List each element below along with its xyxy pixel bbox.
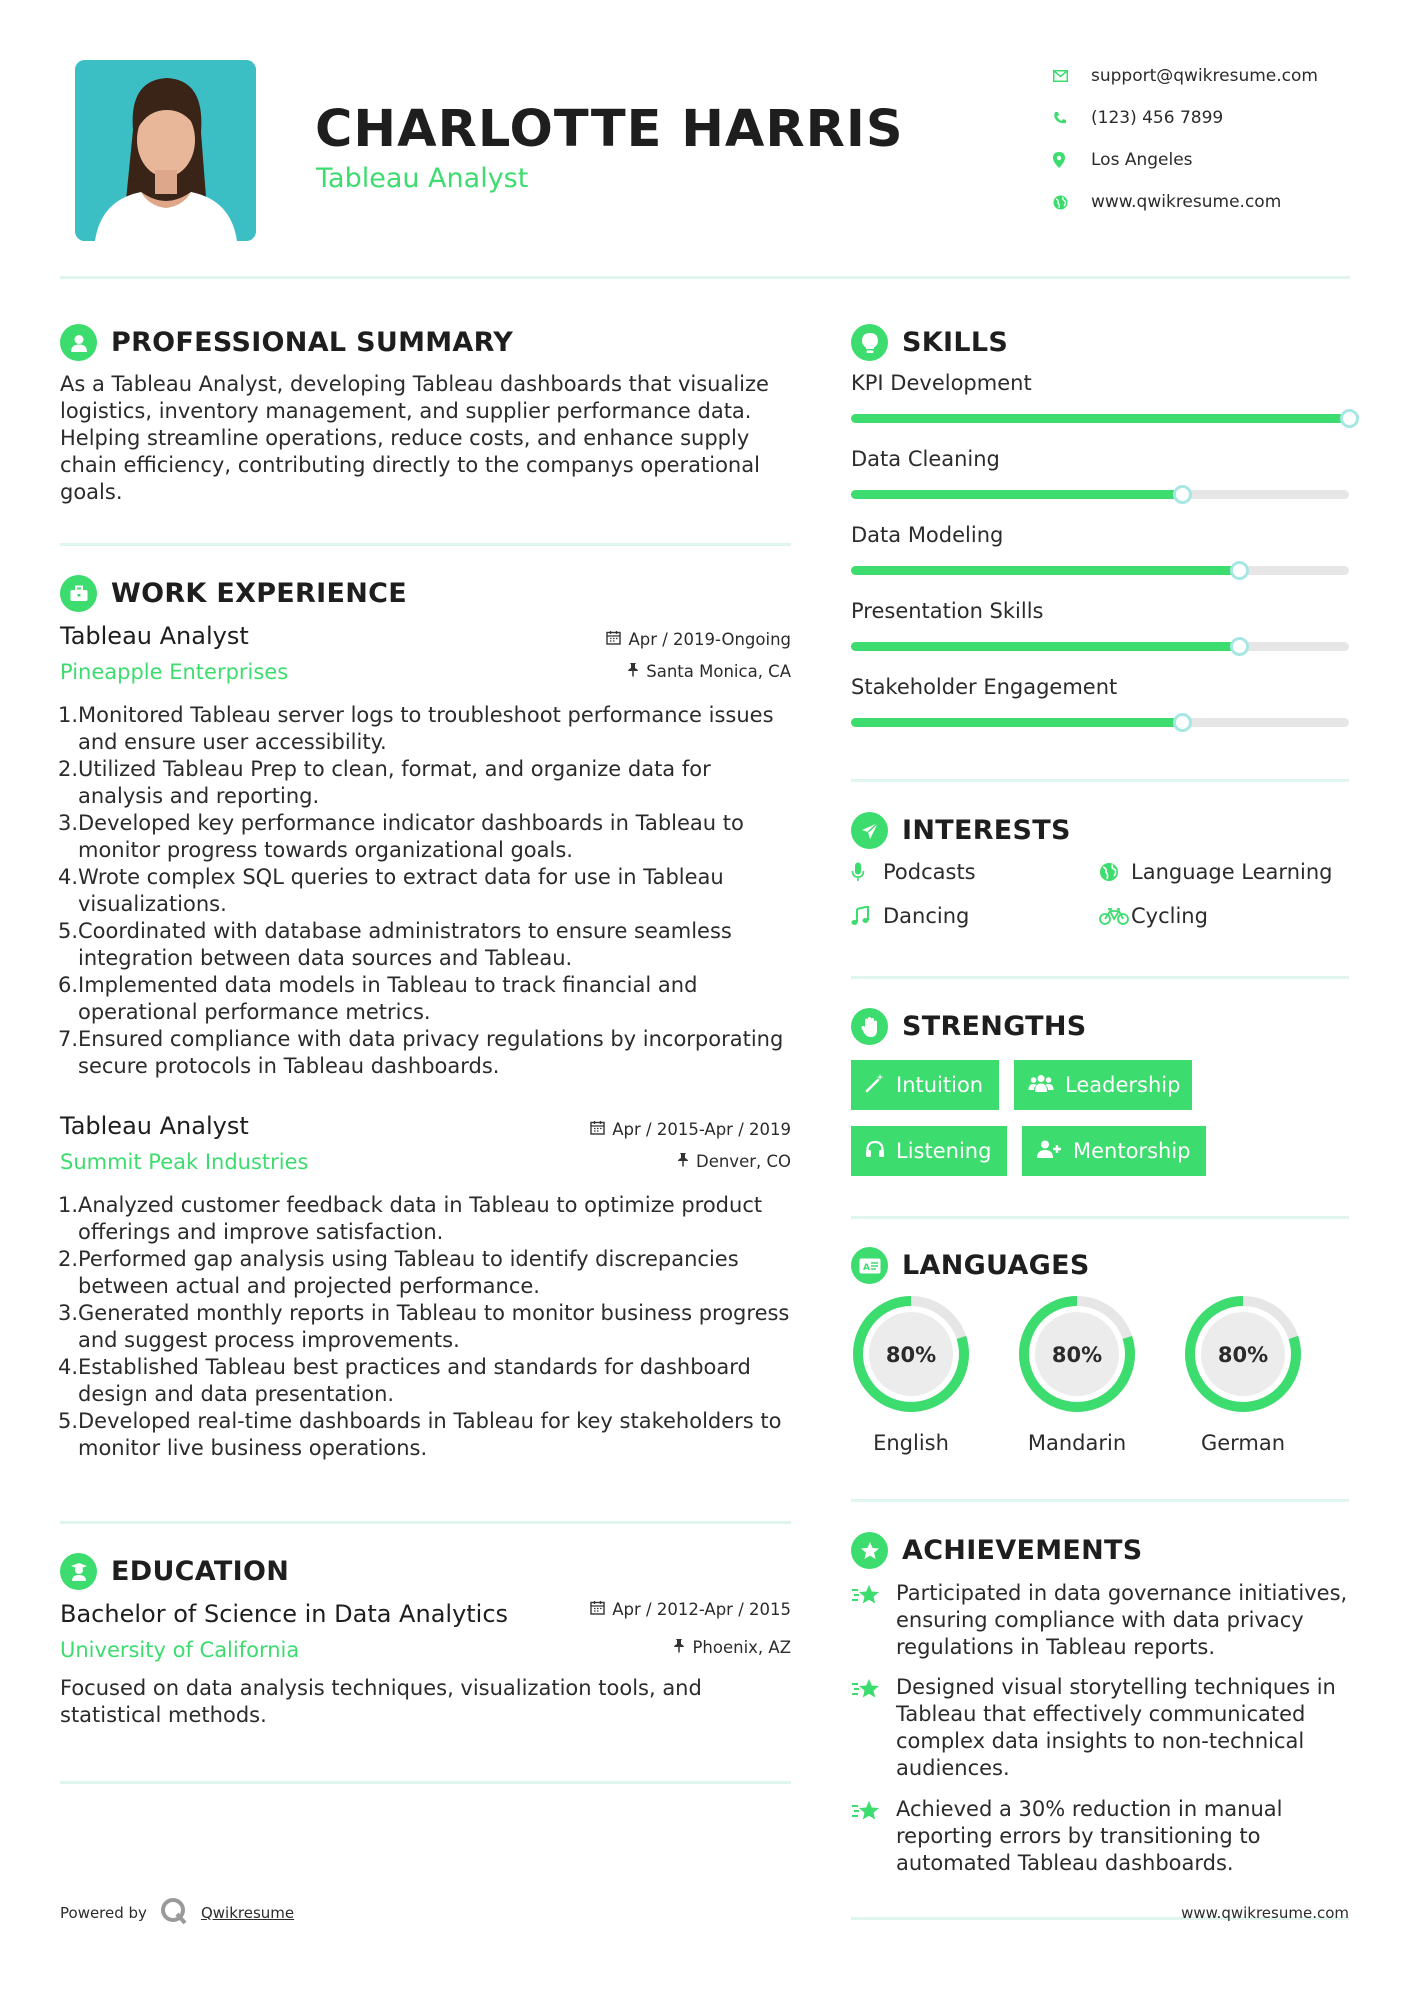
strength-label: Listening [896,1139,992,1163]
list-item: 7. Ensured compliance with data privacy regulations by incorporating secure protocols in Tableau dashboards. [58,1027,784,1078]
job-1-dates-text: Apr / 2019-Ongoing [628,630,791,649]
interest-podcasts [851,860,976,884]
interests-heading [851,812,1071,849]
summary-heading [60,324,513,361]
strengths-heading [851,1008,1087,1045]
language-name: English [873,1431,949,1455]
star-badge-icon [851,1532,888,1569]
interest-dancing [851,904,969,928]
job-2-dates-text: Apr / 2015-Apr / 2019 [612,1120,791,1139]
star-icon [851,1796,896,1877]
job-2-title: Tableau Analyst [60,1112,249,1140]
interest-label: Cycling [1131,904,1208,928]
list-item: 4. Established Tableau best practices and standards for dashboard design and data presentation. [58,1355,751,1406]
skills-title: SKILLS [902,327,1009,358]
lightbulb-icon [851,324,888,361]
interest-label: Language Learning [1131,860,1333,884]
skill-bar-fill [851,718,1182,727]
svg-text:A: A [862,1262,870,1273]
job-1-dates [606,630,791,649]
envelope-icon [1053,70,1091,82]
language-item [1015,1292,1139,1455]
skill-item [851,371,1349,423]
list-item: 3. Developed key performance indicator dashboards in Tableau to monitor progress towards organizational goals. [58,811,744,862]
languages-title: LANGUAGES [902,1250,1090,1281]
contact-phone-text: (123) 456 7899 [1091,108,1224,128]
bicycle-icon [1099,907,1131,925]
achievement-item [851,1674,1351,1782]
job-2-company: Summit Peak Industries [60,1150,309,1174]
globe-icon [1053,195,1091,210]
strengths-divider [851,1216,1349,1219]
education-title: EDUCATION [111,1556,290,1587]
candidate-title: Tableau Analyst [316,163,529,194]
contact-phone[interactable] [1053,97,1383,139]
list-item: 2. Performed gap analysis using Tableau to identify discrepancies between actual and projected performance. [58,1247,739,1298]
job-1-company: Pineapple Enterprises [60,660,289,684]
pushpin-icon [673,1638,685,1657]
achievement-item [851,1796,1351,1877]
pushpin-icon [677,1152,689,1171]
languages-heading [851,1247,1090,1284]
education-dates [590,1600,791,1619]
graduate-icon [60,1553,97,1590]
education-heading [60,1553,289,1590]
qwikresume-logo-icon [159,1896,189,1930]
skill-bar-fill [851,566,1239,575]
interests-divider [851,976,1349,979]
skill-item [851,447,1349,499]
skill-name: Data Modeling [851,523,1004,547]
strength-intuition [851,1060,999,1110]
experience-divider [60,1521,791,1524]
contact-website[interactable] [1053,181,1383,223]
interest-label: Dancing [883,904,970,928]
school-name: University of California [60,1638,300,1662]
star-icon [851,1674,896,1782]
music-note-icon [851,906,883,926]
contact-list [1053,55,1383,223]
header-divider [60,276,1350,279]
summary-divider [60,543,791,546]
education-dates-text: Apr / 2012-Apr / 2015 [612,1600,791,1619]
skill-bar [851,566,1349,575]
achievement-text: Designed visual storytelling techniques in Tableau that effectively communicated complex data insights to non-technical audiences. [896,1675,1336,1780]
language-item [1181,1292,1305,1455]
job-1-location-text: Santa Monica, CA [646,662,791,681]
language-ring [1015,1292,1139,1416]
job-2-location-text: Denver, CO [695,1152,791,1171]
achievement-text: Achieved a 30% reduction in manual reporting errors by transitioning to automated Tableau dashboards. [896,1797,1283,1875]
job-2-location [677,1152,791,1171]
degree-title: Bachelor of Science in Data Analytics [60,1600,509,1628]
skill-bar [851,718,1349,727]
skill-item [851,675,1349,727]
map-pin-icon [1053,152,1091,168]
calendar-icon [590,1120,605,1139]
phone-icon [1053,111,1091,125]
interest-label: Podcasts [883,860,976,884]
achievements-heading [851,1532,1143,1569]
language-item [849,1292,973,1455]
summary-title: PROFESSIONAL SUMMARY [111,327,514,358]
skill-bar-handle [1230,637,1249,656]
skills-divider [851,779,1349,782]
user-plus-icon [1036,1139,1062,1164]
contact-email[interactable] [1053,55,1383,97]
contact-location [1053,139,1383,181]
interest-cycling [1099,904,1208,928]
magic-wand-icon [865,1073,885,1098]
skill-bar [851,414,1349,423]
languages-divider [851,1499,1349,1502]
language-percent: 80% [1217,1343,1269,1367]
star-icon [851,1580,896,1661]
skill-name: Stakeholder Engagement [851,675,1118,699]
user-icon [60,324,97,361]
list-item: 1. Monitored Tableau server logs to troubleshoot performance issues and ensure user accessibility. [58,703,774,754]
list-item: 4. Wrote complex SQL queries to extract data for use in Tableau visualizations. [58,865,724,916]
achievements-title: ACHIEVEMENTS [902,1535,1143,1566]
strength-label: Intuition [896,1073,984,1097]
list-item: 1. Analyzed customer feedback data in Tableau to optimize product offerings and improve satisfaction. [58,1193,763,1244]
interest-language-learning [1099,860,1332,884]
list-item: 3. Generated monthly reports in Tableau to monitor business progress and suggest process improvements. [58,1301,790,1352]
language-name: German [1200,1431,1286,1455]
skill-item [851,523,1349,575]
language-card-icon [851,1247,888,1284]
calendar-icon [590,1600,605,1619]
skill-name: Data Cleaning [851,447,1000,471]
job-1-duties [60,702,800,1080]
strength-leadership [1014,1060,1192,1110]
strengths-title: STRENGTHS [902,1011,1087,1042]
summary-text: As a Tableau Analyst, developing Tableau dashboards that visualize logistics, inventory management, and supplier performance data. Helping streamline operations, reduce costs, and enhance supply chain efficiency, contributing directly to the companys operational goals. [60,372,769,504]
globe-icon [1099,862,1131,882]
skills-heading [851,324,1008,361]
skill-bar-handle [1173,713,1192,732]
skill-name: Presentation Skills [851,599,1044,623]
profile-photo [75,60,256,241]
briefcase-icon [60,575,97,612]
paper-plane-icon [851,812,888,849]
skill-bar [851,490,1349,499]
skill-bar-fill [851,642,1239,651]
candidate-name: CHARLOTTE HARRIS [315,100,904,159]
pushpin-icon [627,662,639,681]
microphone-icon [851,862,883,882]
headphones-icon [865,1139,885,1163]
experience-heading [60,575,407,612]
language-percent: 80% [1051,1343,1103,1367]
education-location [673,1638,791,1657]
list-item: 2. Utilized Tableau Prep to clean, format, and organize data for analysis and reporting. [58,757,711,808]
language-ring [1181,1292,1305,1416]
job-1-title: Tableau Analyst [60,622,249,650]
powered-by [60,1896,294,1930]
list-item: 5. Developed real-time dashboards in Tableau for key stakeholders to monitor live business operations. [58,1409,782,1460]
footer-url[interactable]: www.qwikresume.com [1181,1904,1349,1922]
job-2-dates [590,1120,791,1139]
skill-bar-fill [851,414,1349,423]
language-name: Mandarin [1027,1431,1127,1455]
skill-bar-fill [851,490,1182,499]
powered-by-text: Powered by [60,1904,147,1922]
skill-item [851,599,1349,651]
qwikresume-link[interactable]: Qwikresume [200,1904,295,1922]
skill-bar-handle [1340,409,1359,428]
language-percent: 80% [885,1343,937,1367]
list-item: 6. Implemented data models in Tableau to track financial and operational performance metrics. [58,973,698,1024]
skill-name: KPI Development [851,371,1032,395]
experience-title: WORK EXPERIENCE [111,578,407,609]
strength-mentorship [1022,1126,1206,1176]
education-divider [60,1781,791,1784]
strength-label: Mentorship [1073,1139,1191,1163]
contact-website-text: www.qwikresume.com [1091,192,1282,212]
hand-icon [851,1008,888,1045]
list-item: 5. Coordinated with database administrators to ensure seamless integration between data sources and Tableau. [58,919,732,970]
skill-bar-handle [1230,561,1249,580]
interests-title: INTERESTS [902,815,1071,846]
contact-email-text: support@qwikresume.com [1091,66,1318,86]
strength-label: Leadership [1065,1073,1181,1097]
skill-bar [851,642,1349,651]
education-description: Focused on data analysis techniques, visualization tools, and statistical methods. [60,1676,702,1727]
education-location-text: Phoenix, AZ [692,1638,791,1657]
contact-location-text: Los Angeles [1091,150,1193,170]
achievement-item [851,1580,1351,1661]
language-ring [849,1292,973,1416]
job-1-location [627,662,791,681]
group-icon [1028,1073,1054,1098]
achievement-text: Participated in data governance initiatives, ensuring compliance with data privacy regulations in Tableau reports. [896,1581,1348,1659]
strength-listening [851,1126,1007,1176]
calendar-icon [606,630,621,649]
job-2-duties [60,1192,800,1462]
skill-bar-handle [1173,485,1192,504]
